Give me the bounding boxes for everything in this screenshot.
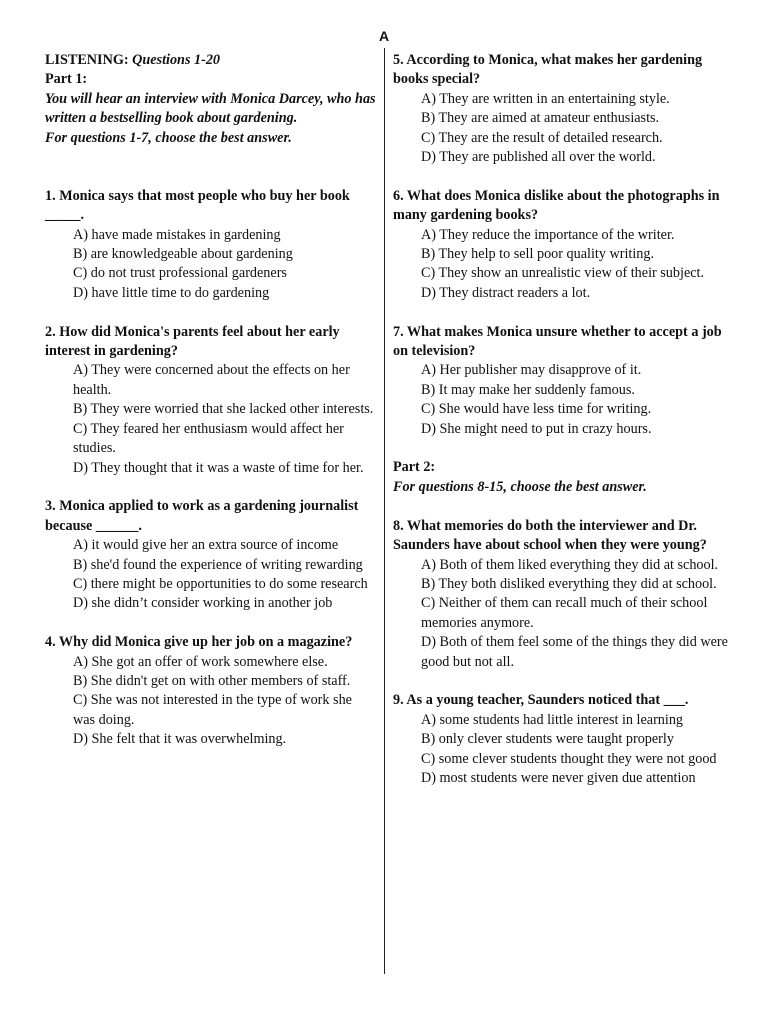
option-b[interactable]: B) She didn't get on with other members of staff. <box>73 672 351 689</box>
option-c[interactable]: C) do not trust professional gardeners <box>73 265 287 282</box>
answer-options <box>45 536 377 614</box>
answer-options <box>393 556 733 672</box>
option-b[interactable]: B) They help to sell poor quality writing. <box>421 246 655 263</box>
option-a[interactable]: A) They reduce the importance of the writer. <box>421 226 675 243</box>
option-d[interactable]: D) have little time to do gardening <box>73 284 270 301</box>
option-d[interactable]: D) she didn’t consider working in another job <box>73 595 333 612</box>
option-b[interactable]: B) she'd found the experience of writing rewarding <box>73 556 363 573</box>
question-stem: 2. How did Monica's parents feel about her early interest in gardening? <box>45 323 340 360</box>
listening-label: LISTENING: <box>45 52 129 68</box>
question-stem: 9. As a young teacher, Saunders noticed that ___. <box>393 692 689 709</box>
option-a[interactable]: A) have made mistakes in gardening <box>73 226 281 243</box>
option-b[interactable]: B) They were worried that she lacked other interests. <box>73 401 374 418</box>
right-column <box>393 51 733 808</box>
option-b[interactable]: B) only clever students were taught properly <box>421 731 674 748</box>
question-2 <box>45 323 377 478</box>
option-c[interactable]: C) They are the result of detailed research. <box>421 129 663 146</box>
question-stem: 5. According to Monica, what makes her gardening books special? <box>393 52 703 88</box>
question-5 <box>393 51 733 167</box>
option-b[interactable]: B) They are aimed at amateur enthusiasts. <box>421 110 660 127</box>
part1-intro: You will hear an interview with Monica Darcey, who has written a bestselling book about gardening. <box>45 90 376 127</box>
option-c[interactable]: C) She would have less time for writing. <box>421 401 652 418</box>
option-c[interactable]: C) She was not interested in the type of work she was doing. <box>73 692 352 728</box>
spacer <box>45 148 377 187</box>
answer-options <box>45 226 377 304</box>
question-stem: 1. Monica says that most people who buy her book _____. <box>45 187 350 224</box>
option-b[interactable]: B) are knowledgeable about gardening <box>73 246 293 263</box>
part2-label: Part 2: <box>393 459 436 476</box>
option-d[interactable]: D) She felt that it was overwhelming. <box>73 731 287 748</box>
option-a[interactable]: A) it would give her an extra source of income <box>73 537 339 554</box>
left-column <box>45 51 377 769</box>
answer-options <box>393 361 733 439</box>
answer-options <box>393 90 733 168</box>
option-a[interactable]: A) They were concerned about the effects on her health. <box>73 362 350 398</box>
answer-options <box>393 711 733 789</box>
option-b[interactable]: B) They both disliked everything they did at school. <box>421 575 717 592</box>
option-a[interactable]: A) She got an offer of work somewhere else. <box>73 653 328 670</box>
answer-options <box>393 226 733 304</box>
questions-range: Questions 1-20 <box>132 52 221 68</box>
part1-instructions: For questions 1-7, choose the best answer. <box>45 129 292 146</box>
option-d[interactable]: D) Both of them feel some of the things they did were good but not all. <box>421 634 728 670</box>
question-3 <box>45 497 377 613</box>
part2-instructions: For questions 8-15, choose the best answer. <box>393 478 647 495</box>
question-6 <box>393 187 733 303</box>
part1-label: Part 1: <box>45 71 88 88</box>
option-c[interactable]: C) Neither of them can recall much of their school memories anymore. <box>421 595 708 631</box>
question-8 <box>393 517 733 672</box>
option-a[interactable]: A) Both of them liked everything they did at school. <box>421 556 719 573</box>
option-b[interactable]: B) It may make her suddenly famous. <box>421 381 635 398</box>
spacer <box>393 497 733 516</box>
option-d[interactable]: D) They distract readers a lot. <box>421 284 591 301</box>
section-heading <box>45 51 377 70</box>
option-c[interactable]: C) there might be opportunities to do some research <box>73 575 368 592</box>
option-d[interactable]: D) They thought that it was a waste of time for her. <box>73 459 364 476</box>
question-stem: 6. What does Monica dislike about the photographs in many gardening books? <box>393 187 720 224</box>
answer-options <box>45 653 377 750</box>
option-d[interactable]: D) They are published all over the world. <box>421 149 656 166</box>
question-stem: 3. Monica applied to work as a gardening journalist because ______. <box>45 498 359 534</box>
question-9 <box>393 691 733 788</box>
question-stem: 7. What makes Monica unsure whether to accept a job on television? <box>393 323 722 360</box>
option-c[interactable]: C) They feared her enthusiasm would affect her studies. <box>73 420 344 457</box>
question-4 <box>45 633 377 749</box>
option-a[interactable]: A) some students had little interest in learning <box>421 711 684 728</box>
option-d[interactable]: D) She might need to put in crazy hours. <box>421 420 652 437</box>
version-label: A <box>378 28 390 44</box>
option-a[interactable]: A) Her publisher may disapprove of it. <box>421 362 642 379</box>
question-7 <box>393 323 733 439</box>
option-d[interactable]: D) most students were never given due attention <box>421 769 696 786</box>
column-divider <box>384 48 385 974</box>
option-a[interactable]: A) They are written in an entertaining style. <box>421 90 670 107</box>
option-c[interactable]: C) They show an unrealistic view of their subject. <box>421 265 705 282</box>
question-1 <box>45 187 377 303</box>
question-stem: 8. What memories do both the interviewer and Dr. Saunders have about school when they were young? <box>393 517 707 554</box>
answer-options <box>45 361 377 477</box>
question-stem: 4. Why did Monica give up her job on a magazine? <box>45 634 353 651</box>
option-c[interactable]: C) some clever students thought they were not good <box>421 750 717 767</box>
